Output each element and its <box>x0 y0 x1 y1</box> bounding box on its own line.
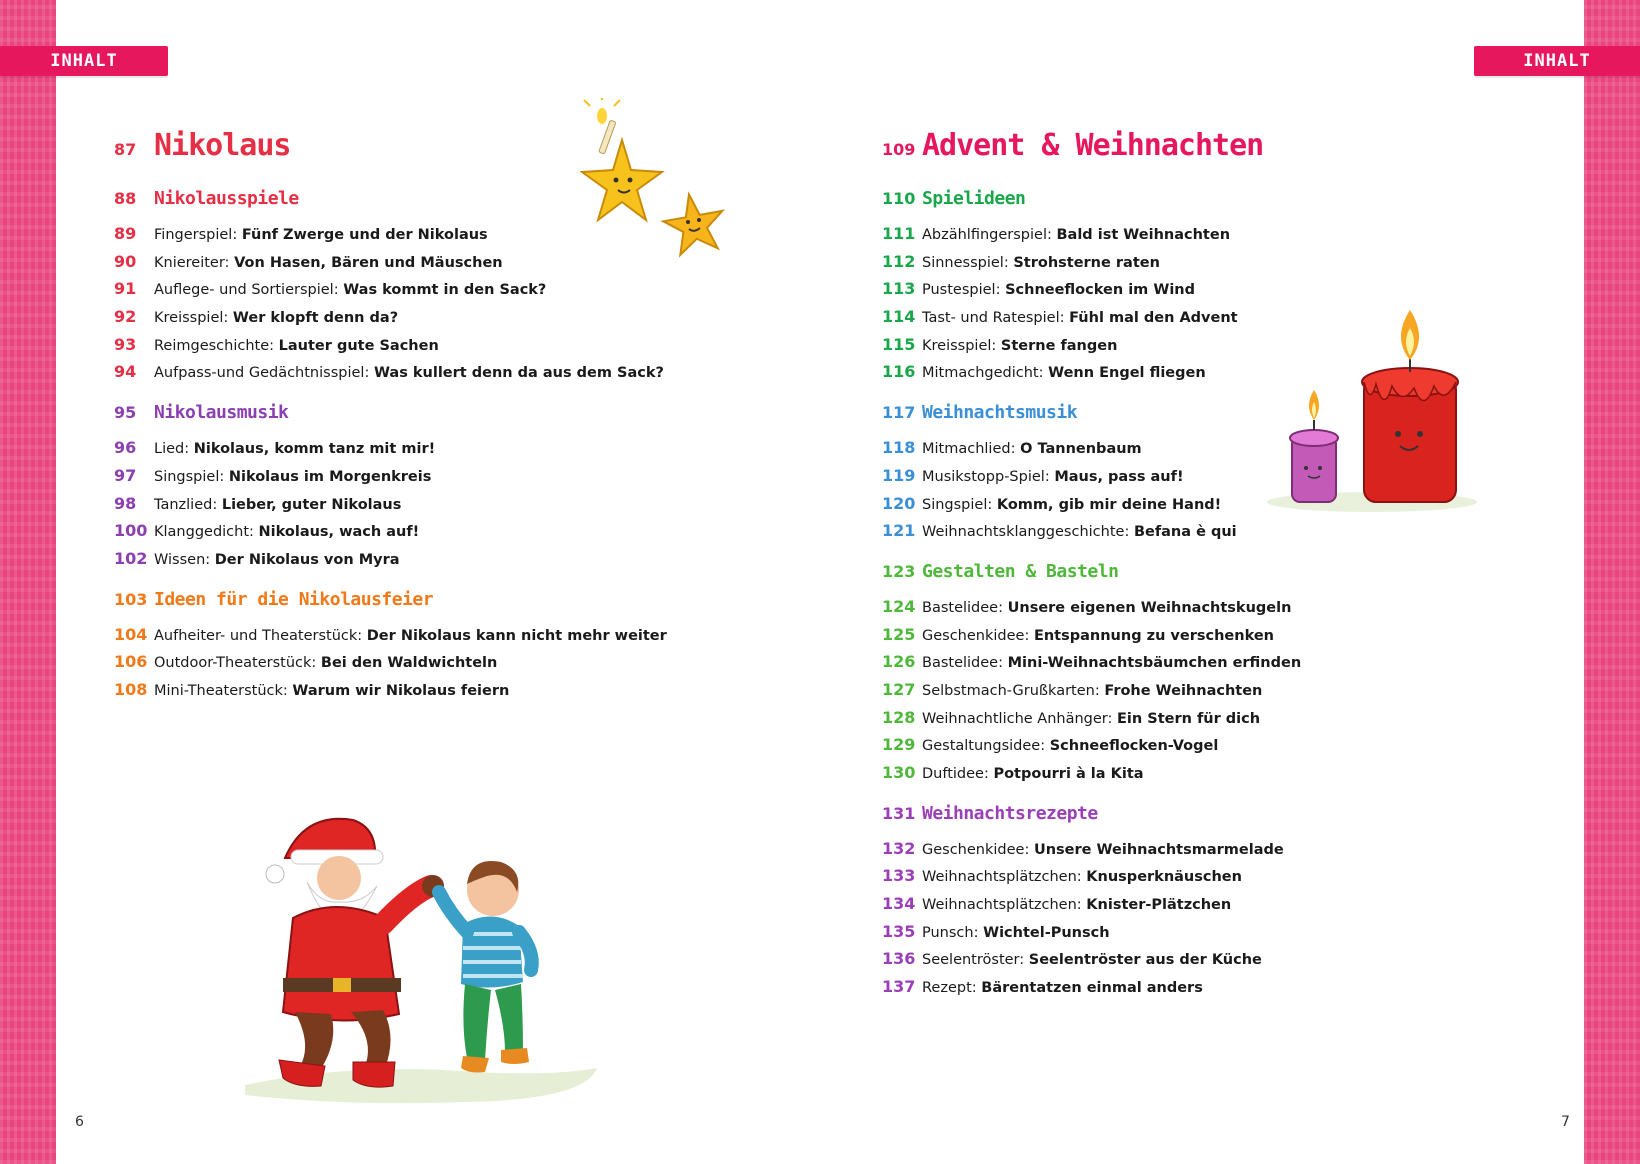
entry-label: Kniereiter: <box>154 254 230 271</box>
entry-title: Was kullert denn da aus dem Sack? <box>373 365 664 382</box>
entry-title: Schneeflocken-Vogel <box>1049 738 1219 755</box>
toc-entry[interactable] <box>882 279 1442 307</box>
entry-page: 113 <box>882 279 916 299</box>
entry-label: Geschenkidee: <box>922 841 1030 858</box>
entry-page: 106 <box>114 652 148 672</box>
entry-title: Bald ist Weihnachten <box>1056 227 1231 243</box>
entry-title: Bei den Waldwichteln <box>320 655 498 672</box>
header-ribbon-right: INHALT <box>1474 46 1640 76</box>
chapter-title: Advent & Weihnachten <box>922 128 1264 163</box>
entry-page: 119 <box>882 465 916 485</box>
entry-page: 102 <box>114 548 148 568</box>
star-icon <box>659 189 728 257</box>
section-number: 95 <box>114 403 137 423</box>
entry-label: Aufheiter- und Theaterstück: <box>154 627 363 644</box>
entry-page: 125 <box>882 624 916 644</box>
entry-title: Knusperknäuschen <box>1086 869 1242 886</box>
section-header[interactable] <box>882 561 1442 597</box>
entry-title: Sterne fangen <box>1000 337 1118 354</box>
entry-page: 115 <box>882 334 916 354</box>
entry-label: Lied: <box>154 441 190 458</box>
section-header[interactable] <box>882 188 1442 224</box>
entry-page: 129 <box>882 735 916 755</box>
entry-title: Fühl mal den Advent <box>1069 310 1238 327</box>
entry-label: Seelentröster: <box>922 952 1025 969</box>
entry-page: 130 <box>882 763 916 782</box>
entry-title: Was kommt in den Sack? <box>343 282 547 299</box>
toc-entry[interactable] <box>114 494 674 522</box>
toc-entry[interactable] <box>114 279 674 307</box>
toc-entry[interactable] <box>882 949 1442 977</box>
entry-label: Auflege- und Sortierspiel: <box>154 282 339 299</box>
toc-entry[interactable] <box>882 977 1442 1005</box>
section-number: 110 <box>882 189 916 208</box>
entry-page: 126 <box>882 652 916 672</box>
santa-child-illustration <box>235 800 605 1110</box>
section-title: Weihnachtsrezepte <box>922 802 1098 824</box>
toc-right-column <box>882 128 1442 1017</box>
toc-entry[interactable] <box>114 625 674 653</box>
toc-entry[interactable] <box>114 680 674 708</box>
entry-title: Mini-Weihnachtsbäumchen erfinden <box>1007 655 1302 672</box>
left-page-edge <box>0 0 56 1164</box>
section-number: 103 <box>114 589 148 609</box>
entry-label: Tast- und Ratespiel: <box>922 310 1065 327</box>
section-title: Gestalten & Basteln <box>922 560 1119 582</box>
toc-entry[interactable] <box>882 866 1442 894</box>
entry-label: Gestaltungsidee: <box>922 738 1046 755</box>
section-title: Nikolausmusik <box>154 402 289 424</box>
toc-entry[interactable] <box>882 839 1442 867</box>
entry-label: Bastelidee: <box>922 599 1003 616</box>
entry-label: Fingerspiel: <box>154 227 238 243</box>
section-nikolausmusik <box>114 402 674 576</box>
entry-label: Abzählfingerspiel: <box>922 227 1052 243</box>
toc-entry[interactable] <box>882 763 1442 791</box>
entry-label: Bastelidee: <box>922 655 1003 672</box>
entry-label: Kreisspiel: <box>154 310 229 327</box>
section-number: 117 <box>882 403 916 423</box>
entry-title: Bärentatzen einmal anders <box>981 980 1203 997</box>
toc-entry[interactable] <box>114 307 674 335</box>
entry-label: Wissen: <box>154 551 211 568</box>
entry-page: 137 <box>882 977 916 997</box>
entry-title: Lauter gute Sachen <box>278 337 439 354</box>
chapter-number: 87 <box>114 140 137 159</box>
entry-page: 90 <box>114 251 137 271</box>
entry-page: 112 <box>882 251 916 271</box>
entry-label: Klanggedicht: <box>154 524 254 541</box>
section-title: Ideen für die Nikolausfeier <box>154 588 434 610</box>
entry-page: 91 <box>114 279 137 299</box>
section-nikolausfeier <box>114 589 674 708</box>
entry-title: Nikolaus, wach auf! <box>258 524 420 541</box>
stars-illustration <box>580 98 740 268</box>
toc-entry[interactable] <box>114 335 674 363</box>
entry-label: Punsch: <box>922 924 979 941</box>
toc-entry[interactable] <box>882 625 1442 653</box>
entry-label: Singspiel: <box>922 496 993 513</box>
entry-title: Warum wir Nikolaus feiern <box>292 682 510 699</box>
toc-entry[interactable] <box>114 362 674 390</box>
entry-label: Mitmachgedicht: <box>922 365 1044 382</box>
section-number: 131 <box>882 803 916 823</box>
santa-icon <box>266 819 444 1087</box>
entry-page: 118 <box>882 438 916 458</box>
child-icon <box>439 861 532 1073</box>
section-title: Spielideen <box>922 188 1026 209</box>
entry-label: Tanzlied: <box>154 496 218 513</box>
entry-page: 89 <box>114 224 137 243</box>
section-number: 123 <box>882 561 916 581</box>
page-number-left: 6 <box>75 1114 84 1130</box>
toc-entry[interactable] <box>882 252 1442 280</box>
entry-title: Der Nikolaus kann nicht mehr weiter <box>366 627 667 644</box>
entry-title: Wenn Engel fliegen <box>1048 365 1206 382</box>
entry-page: 96 <box>114 438 137 458</box>
entry-title: Seelentröster aus der Küche <box>1028 952 1262 969</box>
entry-page: 94 <box>114 362 137 382</box>
entry-page: 111 <box>882 224 916 243</box>
entry-label: Pustespiel: <box>922 282 1001 299</box>
entry-page: 100 <box>114 521 148 541</box>
section-weihnachtsrezepte <box>882 803 1442 1005</box>
entry-label: Duftidee: <box>922 766 989 782</box>
entry-page: 116 <box>882 362 916 382</box>
entry-page: 104 <box>114 624 148 644</box>
entry-label: Geschenkidee: <box>922 627 1030 644</box>
chapter-advent-weihnachten[interactable] <box>882 128 1442 180</box>
toc-entry[interactable] <box>882 735 1442 763</box>
entry-title: Der Nikolaus von Myra <box>214 551 400 568</box>
entry-label: Singspiel: <box>154 468 225 485</box>
section-header[interactable] <box>114 589 674 625</box>
entry-label: Weihnachtsplätzchen: <box>922 897 1082 914</box>
toc-entry[interactable] <box>882 894 1442 922</box>
toc-entry[interactable] <box>882 708 1442 736</box>
toc-entry[interactable] <box>114 549 674 577</box>
entry-label: Musikstopp-Spiel: <box>922 468 1050 485</box>
right-page-edge <box>1584 0 1640 1164</box>
entry-label: Weihnachtliche Anhänger: <box>922 710 1113 727</box>
entry-label: Sinnesspiel: <box>922 254 1009 271</box>
entry-page: 108 <box>114 679 148 699</box>
entry-label: Selbstmach-Grußkarten: <box>922 682 1100 699</box>
entry-label: Weihnachtsklanggeschichte: <box>922 524 1130 541</box>
entry-title: Fünf Zwerge und der Nikolaus <box>241 227 488 243</box>
section-number: 88 <box>114 189 137 208</box>
toc-entry[interactable] <box>882 652 1442 680</box>
entry-page: 114 <box>882 307 916 327</box>
big-candle-icon <box>1362 310 1458 502</box>
entry-page: 134 <box>882 894 916 914</box>
entry-label: Mini-Theaterstück: <box>154 682 288 699</box>
entry-page: 136 <box>882 949 916 969</box>
header-ribbon-left: INHALT <box>0 46 168 76</box>
entry-title: Knister-Plätzchen <box>1086 897 1232 914</box>
toc-entry[interactable] <box>882 597 1442 625</box>
toc-entry[interactable] <box>114 652 674 680</box>
entry-page: 133 <box>882 866 916 886</box>
entry-title: Lieber, guter Nikolaus <box>221 496 402 513</box>
entry-label: Rezept: <box>922 980 977 997</box>
entry-page: 93 <box>114 334 137 354</box>
entry-title: Maus, pass auf! <box>1054 468 1184 485</box>
entry-title: Schneeflocken im Wind <box>1005 282 1195 299</box>
toc-entry[interactable] <box>882 224 1442 252</box>
entry-title: Ein Stern für dich <box>1117 710 1261 727</box>
entry-label: Mitmachlied: <box>922 441 1016 458</box>
entry-label: Kreisspiel: <box>922 337 997 354</box>
toc-entry[interactable] <box>882 922 1442 950</box>
section-header[interactable] <box>114 402 674 438</box>
small-candle-icon <box>1290 390 1338 502</box>
section-title: Nikolausspiele <box>154 188 299 209</box>
entry-page: 124 <box>882 596 916 616</box>
entry-title: Befana è qui <box>1133 524 1237 541</box>
entry-title: Entspannung zu verschenken <box>1033 627 1274 644</box>
entry-label: Outdoor-Theaterstück: <box>154 655 317 672</box>
entry-title: Komm, gib mir deine Hand! <box>996 496 1222 513</box>
star-icon <box>582 98 662 220</box>
entry-title: Von Hasen, Bären und Mäuschen <box>234 254 503 271</box>
entry-page: 97 <box>114 465 137 485</box>
entry-title: Frohe Weihnachten <box>1104 682 1263 699</box>
toc-entry[interactable] <box>114 466 674 494</box>
entry-label: Weihnachtsplätzchen: <box>922 869 1082 886</box>
toc-entry[interactable] <box>114 438 674 466</box>
entry-label: Reimgeschichte: <box>154 337 275 354</box>
entry-title: O Tannenbaum <box>1020 441 1142 458</box>
toc-entry[interactable] <box>114 521 674 549</box>
entry-page: 98 <box>114 493 137 513</box>
entry-title: Strohsterne raten <box>1013 254 1160 271</box>
section-header[interactable] <box>882 803 1442 839</box>
entry-title: Wichtel-Punsch <box>983 924 1110 941</box>
entry-page: 128 <box>882 707 916 727</box>
entry-title: Wer klopft denn da? <box>232 310 399 327</box>
candles-illustration <box>1252 310 1482 515</box>
entry-title: Unsere Weihnachtsmarmelade <box>1033 841 1284 858</box>
entry-title: Potpourri à la Kita <box>993 766 1144 782</box>
entry-title: Unsere eigenen Weihnachtskugeln <box>1007 599 1292 616</box>
chapter-title: Nikolaus <box>154 128 291 163</box>
entry-page: 135 <box>882 921 916 941</box>
entry-page: 92 <box>114 307 137 327</box>
toc-entry[interactable] <box>882 521 1442 549</box>
entry-page: 127 <box>882 679 916 699</box>
entry-page: 120 <box>882 493 916 513</box>
chapter-number: 109 <box>882 140 916 159</box>
section-title: Weihnachtsmusik <box>922 402 1078 424</box>
section-gestalten-basteln <box>882 561 1442 791</box>
entry-page: 132 <box>882 838 916 858</box>
entry-title: Nikolaus, komm tanz mit mir! <box>193 441 436 458</box>
entry-label: Aufpass-und Gedächtnisspiel: <box>154 365 370 382</box>
entry-title: Nikolaus im Morgenkreis <box>228 468 432 485</box>
entry-page: 121 <box>882 521 916 541</box>
page-number-right: 7 <box>1561 1114 1570 1130</box>
toc-entry[interactable] <box>882 680 1442 708</box>
